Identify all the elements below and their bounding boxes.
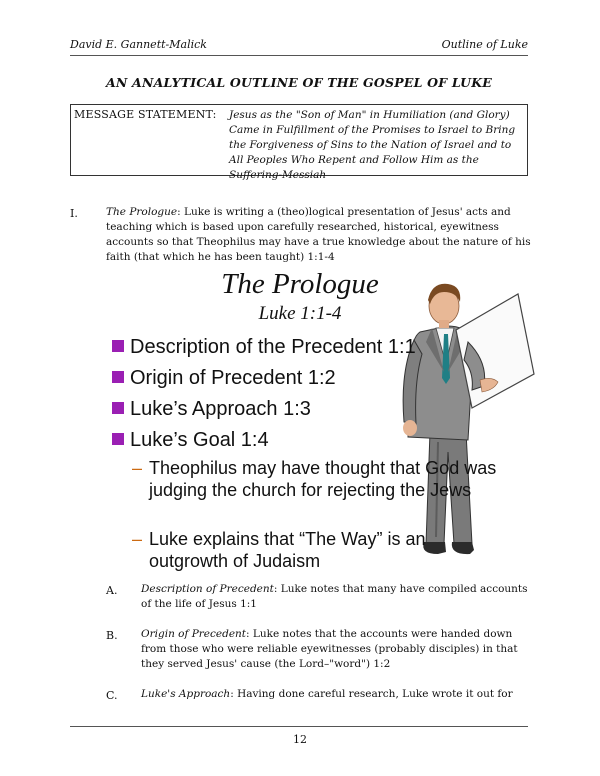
subsection-body: Origin of Precedent: Luke notes that the accounts were handed down from those who were reliable eyewitnesses (probably disciples) in that they served Jesus' cause (the Lord–"word") 1:2 — [141, 628, 518, 670]
footer-rule — [70, 726, 528, 727]
slide-bullet: Luke’s Approach 1:3 — [112, 397, 311, 421]
dash-bullet-icon: – — [132, 458, 143, 478]
section-text: : Luke is writing a (theo)logical presentation of Jesus' acts and teaching which is based upon carefully researched, historical, eyewitness accounts so that Theophilus may have a true knowledge about the nature of his faith (that which he has been taught) 1:1-4 — [106, 206, 531, 263]
section-number: I. — [70, 207, 78, 220]
slide-bullet: Luke’s Goal 1:4 — [112, 428, 269, 452]
document-title: AN ANALYTICAL OUTLINE OF THE GOSPEL OF LUKE — [105, 75, 493, 90]
square-bullet-icon — [112, 371, 124, 383]
slide-title: The Prologue — [221, 268, 379, 300]
slide-subbullet: – Theophilus may have thought that God was judging the church for rejecting the Jews — [132, 458, 497, 500]
slide-bullet: Description of the Precedent 1:1 — [112, 335, 416, 359]
dash-bullet-icon: – — [132, 529, 143, 549]
subsection-heading: Description of Precedent — [141, 583, 274, 595]
subsection-letter: A. — [106, 584, 118, 597]
subsection-body: Luke's Approach: Having done careful research, Luke wrote it out for — [141, 688, 513, 700]
square-bullet-icon — [112, 402, 124, 414]
subsection-heading: Luke's Approach — [141, 688, 231, 700]
message-label: MESSAGE STATEMENT: — [74, 108, 217, 121]
subsection-heading: Origin of Precedent — [141, 628, 247, 640]
section-heading: The Prologue — [106, 206, 178, 218]
header-rule — [70, 55, 528, 56]
message-text: Jesus as the "Son of Man" in Humiliation (and Glory) Came in Fulfillment of the Promises to Israel to Bring the Forgiveness of Sins to the Nation of Israel and to All Peoples Who Repent and Follow Him as the Suffering-Messiah — [229, 109, 516, 181]
slide-subbullet: – Luke explains that “The Way” is an outgrowth of Judaism — [132, 529, 426, 571]
header-doc-title: Outline of Luke — [441, 38, 528, 51]
slide-bullet: Origin of Precedent 1:2 — [112, 366, 336, 390]
header-author: David E. Gannett-Malick — [70, 38, 207, 51]
square-bullet-icon — [112, 340, 124, 352]
subsection-body: Description of Precedent: Luke notes that many have compiled accounts of the life of Jesus 1:1 — [141, 583, 528, 610]
page-number: 12 — [293, 733, 307, 746]
subsection-letter: C. — [106, 689, 118, 702]
slide-subtitle: Luke 1:1-4 — [258, 303, 342, 324]
section-body — [106, 205, 531, 265]
message-statement-box — [70, 104, 528, 181]
subsection-letter: B. — [106, 629, 118, 642]
square-bullet-icon — [112, 433, 124, 445]
